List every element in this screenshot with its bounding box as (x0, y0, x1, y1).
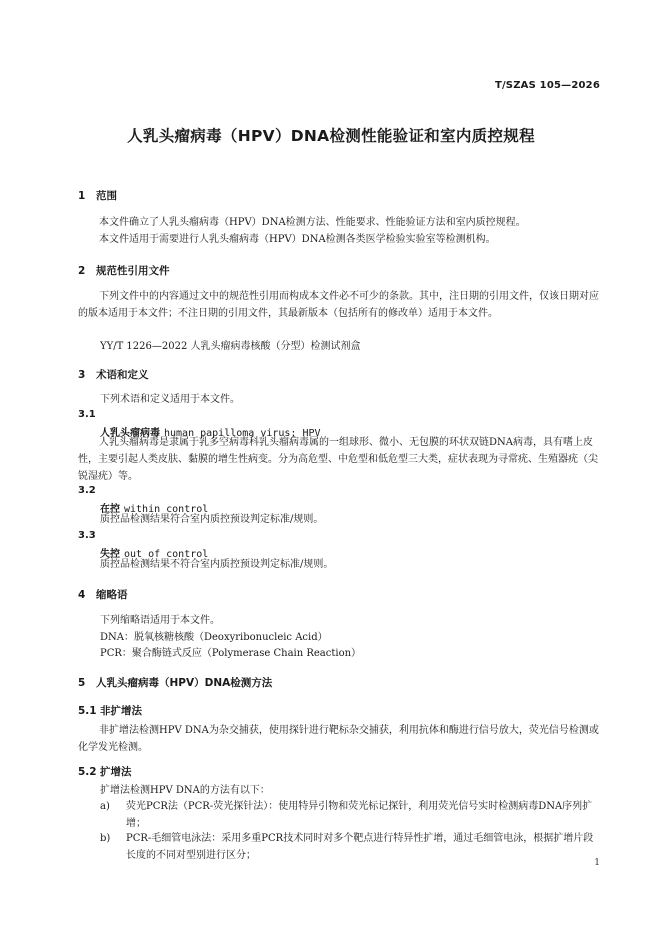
term-en: human papilloma virus; HPV (164, 428, 321, 439)
abbreviation-dna: DNA：脱氧核糖核酸（Deoxyribonucleic Acid） (100, 632, 328, 643)
term-zh: 失控 (100, 549, 120, 560)
term-3-3-definition: 质控品检测结果不符合室内质控预设判定标准/规则。 (100, 559, 334, 570)
section-heading-5 (78, 675, 272, 690)
list-item-text: 荧光PCR法（PCR-荧光探针法）：使用特异引物和荧光标记探针，利用荧光信号实时检测病毒DNA序列扩增； (126, 801, 593, 829)
page-number: 1 (594, 858, 600, 868)
section-title: 人乳头瘤病毒（HPV）DNA检测方法 (96, 677, 273, 689)
subsection-number: 5.1 (78, 705, 97, 717)
list-item-text: PCR-毛细管电泳法：采用多重PCR技术同时对多个靶点进行特异性扩增，通过毛细管电泳，根据扩增片段长度的不同对型别进行区分； (126, 833, 594, 861)
term-number-3-2: 3.2 (78, 485, 96, 496)
amplification-intro: 扩增法检测HPV DNA的方法有以下： (100, 785, 270, 796)
term-3-1-definition: 人乳头瘤病毒是隶属于乳多空病毒科乳头瘤病毒属的一组球形、微小、无包膜的环状双链DNA病毒，具有嗜上皮性，主要引起人类皮肤、黏膜的增生性病变。分为高危型、中危型和低危型三大类，症状表现为寻常疣、生殖器疣（尖锐湿疣）等。 (78, 437, 598, 482)
term-zh: 在控 (100, 504, 120, 515)
subsection-number: 5.2 (78, 766, 97, 778)
section-title: 术语和定义 (96, 369, 149, 381)
standard-code: T/SZAS 105—2026 (494, 80, 600, 91)
abbreviation-pcr: PCR：聚合酶链式反应（Polymerase Chain Reaction） (100, 648, 362, 659)
document-title: 人乳头瘤病毒（HPV）DNA检测性能验证和室内质控规程 (127, 127, 535, 145)
section-number: 3 (78, 369, 86, 381)
term-3-2-definition: 质控品检测结果符合室内质控预设判定标准/规则。 (100, 514, 324, 525)
section-title: 范围 (96, 190, 117, 202)
subsection-title: 非扩增法 (100, 705, 142, 717)
section-heading-2 (78, 263, 170, 278)
section-number: 1 (78, 190, 86, 202)
subsection-heading-5-1 (78, 703, 142, 718)
section-heading-3 (78, 367, 149, 382)
term-zh: 人乳头瘤病毒 (100, 428, 160, 439)
list-item-label: a) (100, 801, 110, 812)
list-item-a (100, 798, 600, 832)
section-heading-1 (78, 188, 117, 203)
abbreviations-intro: 下列缩略语适用于本文件。 (100, 615, 220, 626)
section-title: 缩略语 (96, 589, 128, 601)
term-number-3-1: 3.1 (78, 409, 96, 420)
list-item-label: b) (100, 833, 111, 844)
subsection-heading-5-2 (78, 764, 132, 779)
scope-paragraph-2: 本文件适用于需要进行人乳头瘤病毒（HPV）DNA检测各类医学检验实验室等检测机构。 (99, 234, 496, 245)
section-number: 5 (78, 677, 86, 689)
term-en: out of control (124, 549, 209, 560)
section-number: 4 (78, 589, 86, 601)
reference-entry: YY/T 1226—2022 人乳头瘤病毒核酸（分型）检测试剂盒 (100, 341, 361, 352)
subsection-title: 扩增法 (100, 766, 132, 778)
section-heading-4 (78, 587, 128, 602)
terms-intro: 下列术语和定义适用于本文件。 (100, 394, 240, 405)
normative-references-paragraph: 下列文件中的内容通过文中的规范性引用而构成本文件必不可少的条款。其中，注日期的引用文件，仅该日期对应的版本适用于本文件；不注日期的引用文件，其最新版本（包括所有的修改单）适用于本文件。 (78, 291, 599, 319)
section-title: 规范性引用文件 (96, 265, 170, 277)
list-item-b (100, 830, 600, 864)
term-number-3-3: 3.3 (78, 530, 96, 541)
scope-paragraph-1: 本文件确立了人乳头瘤病毒（HPV）DNA检测方法、性能要求、性能验证方法和室内质控规程。 (99, 217, 526, 228)
term-en: within control (124, 504, 209, 515)
section-number: 2 (78, 265, 86, 277)
non-amplification-paragraph: 非扩增法检测HPV DNA为杂交捕获，使用探针进行靶标杂交捕获，利用抗体和酶进行信号放大，荧光信号检测或化学发光检测。 (78, 725, 599, 753)
